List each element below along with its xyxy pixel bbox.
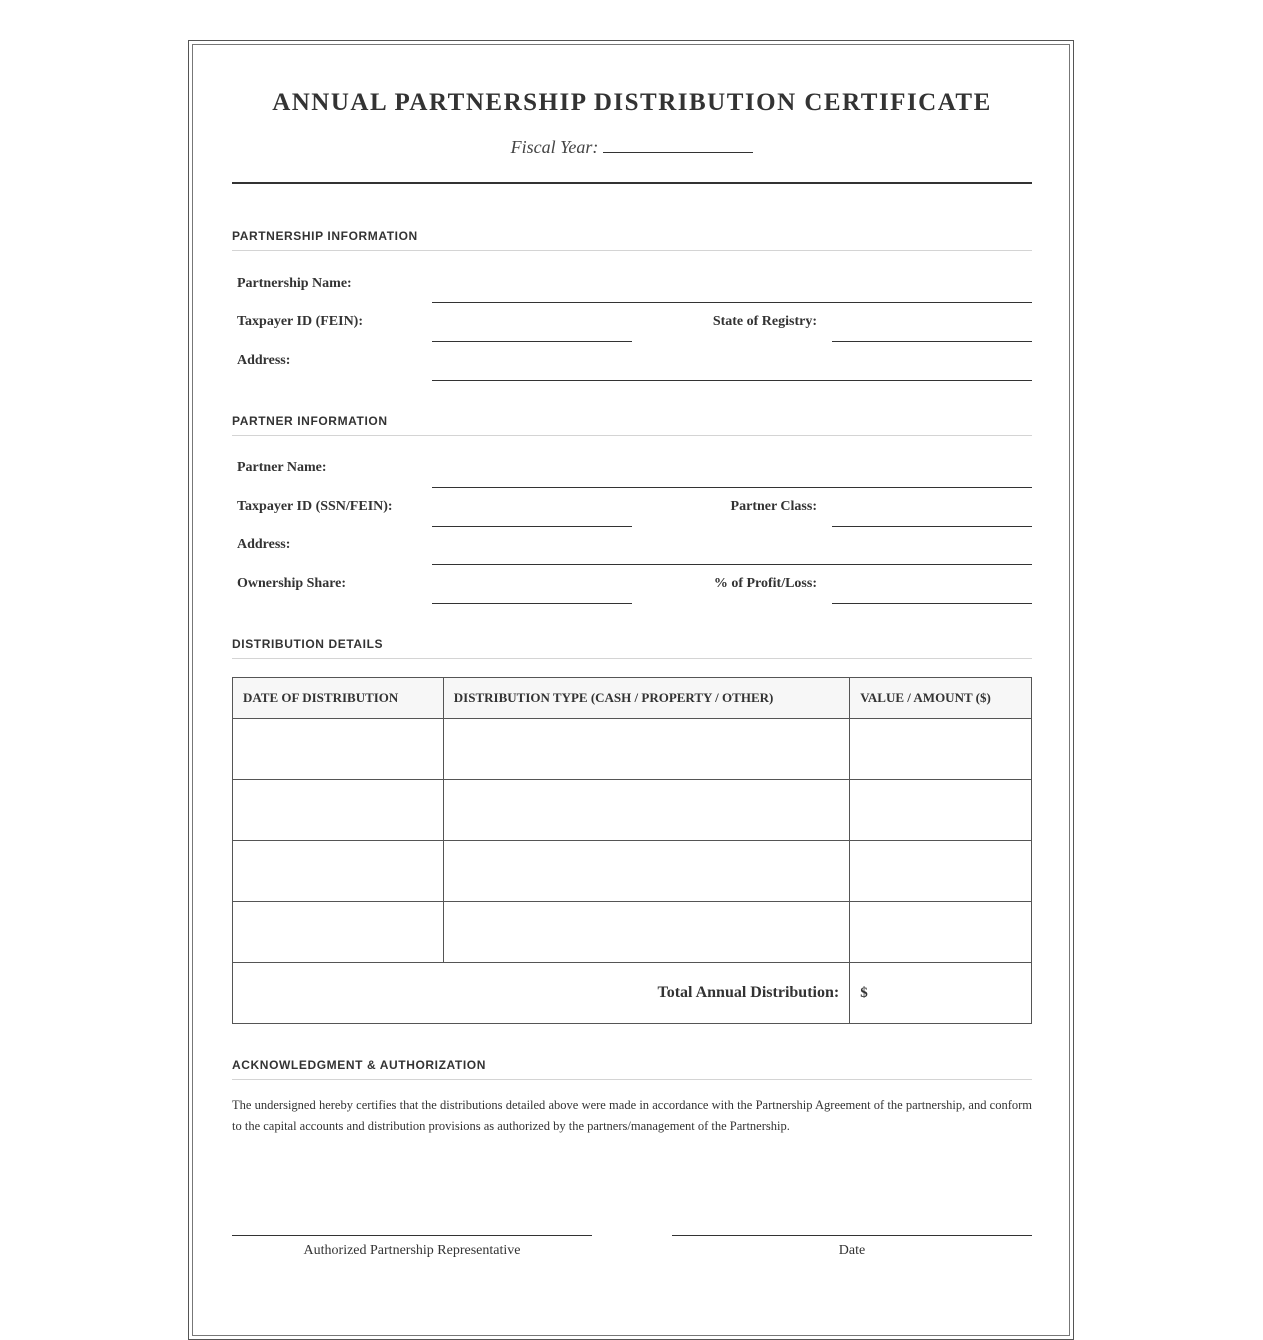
date-cell[interactable] <box>233 780 444 841</box>
ownership-share-label: Ownership Share: <box>237 576 347 591</box>
table-row <box>233 841 1032 902</box>
date-cell[interactable] <box>233 841 444 902</box>
state-of-registry-field[interactable] <box>832 341 1032 342</box>
partner-class-field[interactable] <box>832 526 1032 527</box>
table-header-row <box>233 678 1032 719</box>
partnership-section-heading: PARTNERSHIP INFORMATION <box>232 229 1032 251</box>
partner-class-label: Partner Class: <box>730 499 817 514</box>
type-cell[interactable] <box>443 719 849 780</box>
partner-address-field[interactable] <box>432 564 1032 565</box>
partner-taxpayer-field[interactable] <box>432 526 632 527</box>
profit-loss-field[interactable] <box>832 603 1032 604</box>
distribution-section-heading: DISTRIBUTION DETAILS <box>232 637 1032 659</box>
date-signature-line[interactable] <box>672 1235 1032 1236</box>
amount-cell[interactable] <box>850 902 1032 963</box>
column-header-type: DISTRIBUTION TYPE (CASH / PROPERTY / OTHER) <box>443 678 849 719</box>
type-cell[interactable] <box>443 841 849 902</box>
table-row <box>233 719 1032 780</box>
fiscal-year-label: Fiscal Year: <box>510 137 599 157</box>
certificate-page <box>188 40 1074 1340</box>
acknowledgment-section-heading: ACKNOWLEDGMENT & AUTHORIZATION <box>232 1058 1032 1080</box>
total-distribution-label: Total Annual Distribution: <box>233 963 850 1024</box>
ownership-share-field[interactable] <box>432 603 632 604</box>
column-header-date: DATE OF DISTRIBUTION <box>233 678 444 719</box>
title-divider <box>232 182 1032 184</box>
amount-cell[interactable] <box>850 780 1032 841</box>
amount-cell[interactable] <box>850 719 1032 780</box>
table-row <box>233 902 1032 963</box>
date-signature-label: Date <box>838 1243 866 1258</box>
partnership-name-field[interactable] <box>432 302 1032 303</box>
partner-name-label: Partner Name: <box>237 460 327 475</box>
total-row <box>233 963 1032 1024</box>
column-header-amount: VALUE / AMOUNT ($) <box>850 678 1032 719</box>
distribution-table <box>232 677 1032 1024</box>
partner-section-heading: PARTNER INFORMATION <box>232 414 1032 436</box>
fiscal-year-field[interactable] <box>603 138 753 153</box>
total-distribution-value[interactable]: $ <box>850 963 1032 1024</box>
partner-address-label: Address: <box>237 537 291 552</box>
amount-cell[interactable] <box>850 841 1032 902</box>
state-of-registry-label: State of Registry: <box>712 314 817 329</box>
partnership-taxpayer-field[interactable] <box>432 341 632 342</box>
partner-name-field[interactable] <box>432 487 1032 488</box>
date-cell[interactable] <box>233 902 444 963</box>
acknowledgment-text: The undersigned hereby certifies that the distributions detailed above were made in accordance with the Partnership Agreement of the partnership, and conform to the capital accounts and distribution provisions as authorized by the partners/management of the Partnership. <box>232 1098 1032 1133</box>
signature-line[interactable] <box>232 1235 592 1236</box>
partnership-taxpayer-label: Taxpayer ID (FEIN): <box>237 314 364 329</box>
partnership-address-label: Address: <box>237 353 291 368</box>
profit-loss-label: % of Profit/Loss: <box>713 576 817 591</box>
partnership-name-label: Partnership Name: <box>237 276 352 291</box>
partner-taxpayer-label: Taxpayer ID (SSN/FEIN): <box>237 499 393 514</box>
table-row <box>233 780 1032 841</box>
date-cell[interactable] <box>233 719 444 780</box>
type-cell[interactable] <box>443 902 849 963</box>
signature-label: Authorized Partnership Representative <box>303 1243 521 1258</box>
document-title: ANNUAL PARTNERSHIP DISTRIBUTION CERTIFICATE <box>272 89 992 116</box>
partnership-address-field[interactable] <box>432 380 1032 381</box>
fiscal-year <box>232 137 1032 158</box>
type-cell[interactable] <box>443 780 849 841</box>
